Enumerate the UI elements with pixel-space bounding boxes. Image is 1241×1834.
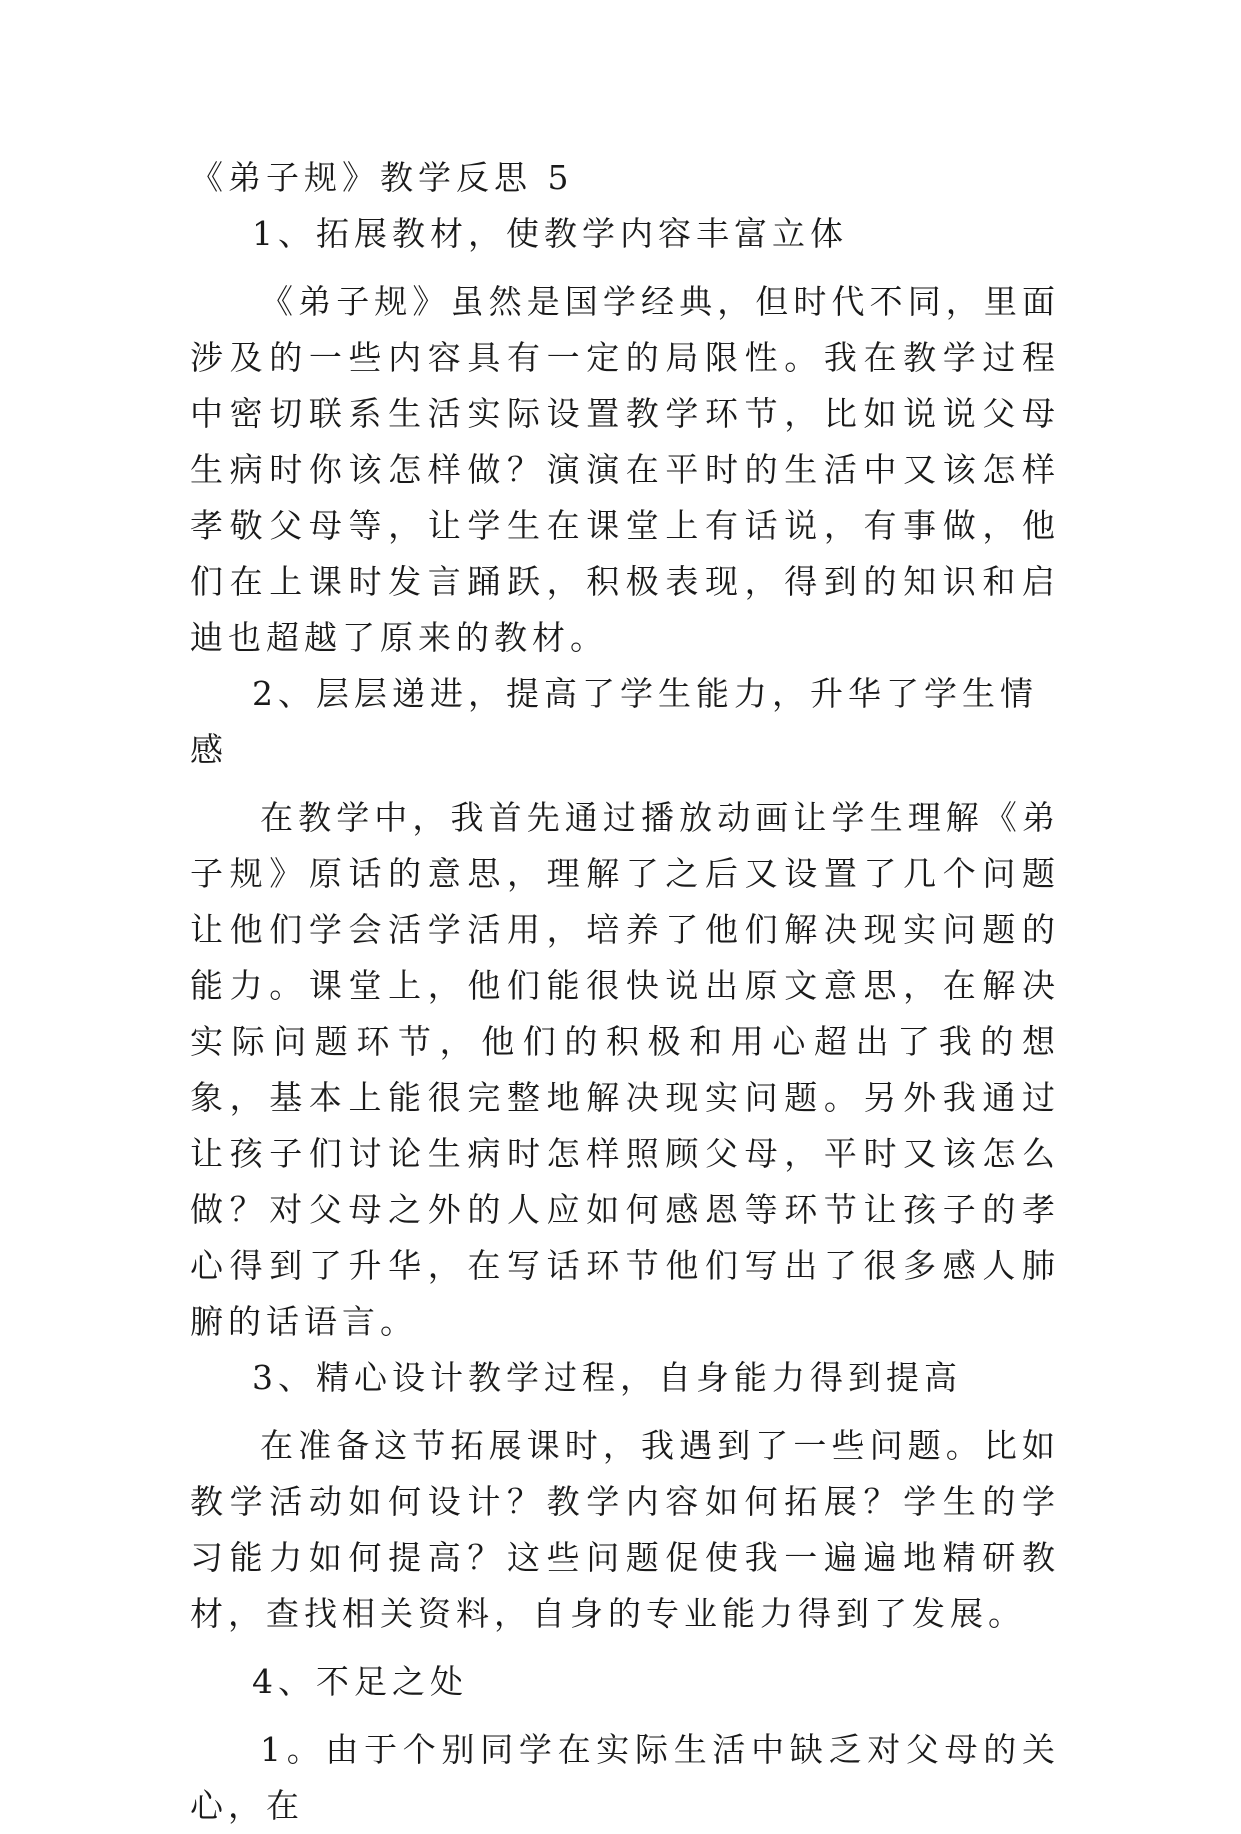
section-heading-4: 4、不足之处 bbox=[252, 1662, 468, 1701]
section-paragraph-4: 1。由于个别同学在实际生活中缺乏对父母的关心，在 bbox=[190, 1730, 1060, 1825]
section-paragraph-1: 《弟子规》虽然是国学经典，但时代不同，里面涉及的一些内容具有一定的局限性。我在教学过程中密切联系生活实际设置教学环节，比如说说父母生病时你该怎样做？演演在平时的生活中又该怎样孝敬父母等，让学生在课堂上有话说，有事做，他们在上课时发言踊跃，积极表现，得到的知识和启迪也超越了原来的教材。 bbox=[190, 282, 1060, 657]
section-heading-2: 2、层层递进，提高了学生能力，升华了学生情感 bbox=[190, 674, 1038, 769]
document-body bbox=[190, 150, 1060, 1834]
document-title: 《弟子规》教学反思 5 bbox=[190, 158, 574, 197]
section-heading-1: 1、拓展教材，使教学内容丰富立体 bbox=[252, 214, 848, 253]
section-heading-3: 3、精心设计教学过程，自身能力得到提高 bbox=[252, 1358, 962, 1397]
section-paragraph-2: 在教学中，我首先通过播放动画让学生理解《弟子规》原话的意思，理解了之后又设置了几个问题让他们学会活学活用，培养了他们解决现实问题的能力。课堂上，他们能很快说出原文意思，在解决实际问题环节，他们的积极和用心超出了我的想象，基本上能很完整地解决现实问题。另外我通过让孩子们讨论生病时怎样照顾父母，平时又该怎么做？对父母之外的人应如何感恩等环节让孩子的孝心得到了升华，在写话环节他们写出了很多感人肺腑的话语言。 bbox=[190, 798, 1060, 1341]
section-paragraph-3: 在准备这节拓展课时，我遇到了一些问题。比如教学活动如何设计？教学内容如何拓展？学生的学习能力如何提高？这些问题促使我一遍遍地精研教材，查找相关资料，自身的专业能力得到了发展。 bbox=[190, 1426, 1060, 1633]
